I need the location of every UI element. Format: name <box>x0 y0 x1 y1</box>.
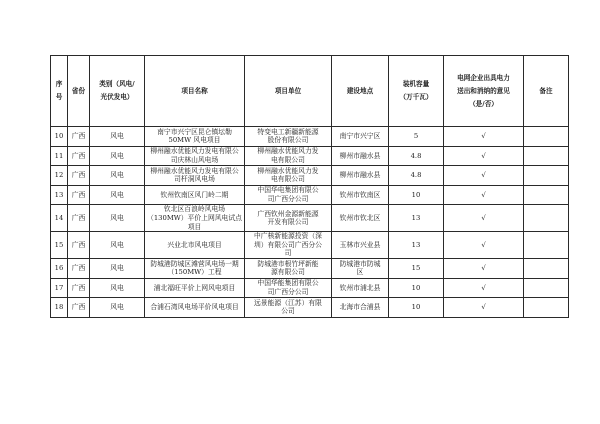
cell-location <box>332 258 389 278</box>
cell-location <box>332 127 389 147</box>
cell-province: 广西 <box>68 258 90 278</box>
cell-province: 广西 <box>68 146 90 166</box>
cell-project-unit <box>245 258 332 278</box>
cell-project-unit-line: 源有限公司 <box>271 268 305 277</box>
cell-category: 风电 <box>90 232 145 259</box>
table-row <box>51 298 569 318</box>
cell-grid-opinion: √ <box>444 146 524 166</box>
cell-project-name-line: 防城港防城区滩营风电场一期 <box>150 259 239 268</box>
cell-project-name-line: （130MW）平价上网风电试点 <box>147 213 242 222</box>
cell-location <box>332 298 389 318</box>
cell-category: 风电 <box>90 146 145 166</box>
cell-project-unit-line: 圳）有限公司广西分公 <box>254 240 322 249</box>
cell-seq: 15 <box>51 232 68 259</box>
cell-project-unit-line: 柳州融水优能风力发 <box>257 147 319 156</box>
header-project-name <box>145 56 245 127</box>
cell-project-name-line: 兴业北市风电项目 <box>167 240 222 249</box>
header-line: 装机容量 <box>402 80 430 88</box>
cell-category: 风电 <box>90 298 145 318</box>
cell-project-name <box>145 298 245 318</box>
table-row <box>51 146 569 166</box>
cell-seq: 12 <box>51 166 68 186</box>
table-header-row <box>51 56 569 127</box>
header-capacity <box>389 56 444 127</box>
cell-project-name-line: 钦州钦南区风门岭二期 <box>160 190 229 199</box>
cell-remarks <box>524 146 569 166</box>
header-line: 电网企业出具电力 <box>457 73 510 82</box>
cell-capacity: 5 <box>389 127 444 147</box>
cell-capacity: 13 <box>389 205 444 232</box>
header-category <box>90 56 145 127</box>
cell-location <box>332 278 389 298</box>
cell-location <box>332 205 389 232</box>
cell-project-name-line: 合浦石湾风电场平价风电项目 <box>150 303 239 312</box>
cell-project-unit <box>245 232 332 259</box>
cell-seq: 17 <box>51 278 68 298</box>
cell-capacity: 15 <box>389 258 444 278</box>
cell-project-unit-line: 广西钦州金源新能源 <box>257 209 319 218</box>
cell-seq: 11 <box>51 146 68 166</box>
cell-category: 风电 <box>90 205 145 232</box>
cell-project-name-line: 项目 <box>187 222 202 231</box>
cell-remarks <box>524 166 569 186</box>
cell-grid-opinion: √ <box>444 258 524 278</box>
cell-project-name-line: 浦北福旺平价上网风电项目 <box>153 283 236 292</box>
cell-project-unit <box>245 205 332 232</box>
cell-location-line: 钦州市浦北县 <box>339 283 381 292</box>
cell-location <box>332 232 389 259</box>
cell-category: 风电 <box>90 185 145 205</box>
cell-project-unit-line: 股份有限公司 <box>267 136 309 145</box>
cell-project-name-line: （150MW）工程 <box>167 268 222 277</box>
cell-project-name <box>145 232 245 259</box>
cell-project-name <box>145 185 245 205</box>
cell-project-name <box>145 278 245 298</box>
cell-province: 广西 <box>68 205 90 232</box>
cell-province: 广西 <box>68 127 90 147</box>
header-grid-opinion <box>444 56 524 127</box>
cell-remarks <box>524 298 569 318</box>
header-line: 建设地点 <box>346 86 374 95</box>
cell-capacity: 10 <box>389 298 444 318</box>
cell-project-name-line: 柳州融水优能风力发电有限公 <box>150 147 239 156</box>
cell-location-line: 区 <box>356 268 364 277</box>
cell-project-unit-line: 司广西分公司 <box>267 195 309 204</box>
cell-grid-opinion: √ <box>444 205 524 232</box>
cell-project-unit-line: 电有限公司 <box>271 175 305 184</box>
cell-location-line: 玉林市兴业县 <box>339 240 381 249</box>
cell-project-unit-line: 中国华能集团有限公 <box>257 279 319 288</box>
cell-project-unit-line: 防城港市根竹坪新能 <box>257 259 319 268</box>
header-line: 省份 <box>71 86 86 95</box>
cell-grid-opinion: √ <box>444 298 524 318</box>
cell-project-unit-line: 特变电工新疆新能源 <box>257 127 319 136</box>
table-body <box>51 127 569 318</box>
cell-project-unit <box>245 185 332 205</box>
cell-location-line: 南宁市兴宁区 <box>339 132 381 140</box>
cell-project-name-line: 司庆林山风电场 <box>170 155 219 164</box>
cell-seq: 13 <box>51 185 68 205</box>
cell-project-unit <box>245 146 332 166</box>
cell-capacity: 4.8 <box>389 146 444 166</box>
project-table <box>50 55 569 318</box>
cell-capacity: 13 <box>389 232 444 259</box>
cell-project-name <box>145 205 245 232</box>
cell-location-line: 柳州市融水县 <box>339 171 381 180</box>
cell-project-unit <box>245 166 332 186</box>
table-row <box>51 258 569 278</box>
cell-province: 广西 <box>68 166 90 186</box>
table-row <box>51 278 569 298</box>
table-row <box>51 127 569 147</box>
cell-seq: 10 <box>51 127 68 147</box>
cell-remarks <box>524 127 569 147</box>
cell-province: 广西 <box>68 232 90 259</box>
header-line: 光伏发电） <box>100 93 134 101</box>
cell-project-name-line: 50MW 风电项目 <box>168 136 221 145</box>
table-row <box>51 166 569 186</box>
cell-project-unit-line: 中广核新能源投资（深 <box>254 232 322 241</box>
cell-location <box>332 185 389 205</box>
cell-location-line: 防城港市防城 <box>339 259 381 268</box>
header-seq <box>51 56 68 127</box>
cell-project-unit-line: 司 <box>284 249 292 258</box>
table-row <box>51 185 569 205</box>
cell-project-name-line: 钦北区百浪岭风电场 <box>163 205 226 214</box>
cell-category: 风电 <box>90 258 145 278</box>
table-row <box>51 232 569 259</box>
header-line: 序 <box>55 80 63 88</box>
cell-grid-opinion: √ <box>444 278 524 298</box>
cell-province: 广西 <box>68 298 90 318</box>
cell-location-line: 钦州市钦北区 <box>339 213 381 222</box>
cell-location-line: 钦州市钦南区 <box>339 190 381 199</box>
cell-project-name <box>145 127 245 147</box>
cell-location <box>332 146 389 166</box>
header-line: 项目单位 <box>274 86 302 95</box>
header-location <box>332 56 389 127</box>
header-line: （是/否） <box>469 99 498 108</box>
cell-project-unit <box>245 298 332 318</box>
cell-grid-opinion: √ <box>444 127 524 147</box>
cell-project-name <box>145 258 245 278</box>
cell-province: 广西 <box>68 278 90 298</box>
cell-project-unit-line: 远景能源（江苏）有限 <box>254 298 322 307</box>
table-row <box>51 205 569 232</box>
cell-project-unit <box>245 278 332 298</box>
cell-category: 风电 <box>90 278 145 298</box>
cell-project-name-line: 柳州融水优能风力发电有限公 <box>150 166 239 175</box>
cell-project-unit <box>245 127 332 147</box>
cell-remarks <box>524 205 569 232</box>
header-line: 号 <box>55 93 63 101</box>
cell-project-name <box>145 146 245 166</box>
cell-location <box>332 166 389 186</box>
cell-project-unit-line: 中国华电集团有限公 <box>257 186 319 195</box>
cell-location-line: 北海市合浦县 <box>339 303 381 312</box>
header-project-unit <box>245 56 332 127</box>
header-line: 送出和消纳的意见 <box>457 86 510 95</box>
cell-seq: 14 <box>51 205 68 232</box>
cell-project-name-line: 司杆洞风电场 <box>174 175 215 184</box>
cell-location-line: 柳州市融水县 <box>339 151 381 160</box>
cell-remarks <box>524 278 569 298</box>
cell-project-unit-line: 开发有限公司 <box>267 218 309 227</box>
cell-province: 广西 <box>68 185 90 205</box>
header-line: 备注 <box>539 86 553 95</box>
header-line: 类别（风电/ <box>99 80 135 88</box>
cell-project-unit-line: 司广西分公司 <box>267 287 309 296</box>
cell-remarks <box>524 185 569 205</box>
header-line: 项目名称 <box>181 86 208 95</box>
header-line: （万千瓦） <box>399 93 433 101</box>
cell-remarks <box>524 232 569 259</box>
cell-category: 风电 <box>90 166 145 186</box>
cell-capacity: 10 <box>389 185 444 205</box>
cell-seq: 16 <box>51 258 68 278</box>
header-province <box>68 56 90 127</box>
cell-grid-opinion: √ <box>444 166 524 186</box>
cell-capacity: 4.8 <box>389 166 444 186</box>
cell-remarks <box>524 258 569 278</box>
header-remarks <box>524 56 569 127</box>
cell-project-unit-line: 公司 <box>281 307 295 316</box>
cell-project-name <box>145 166 245 186</box>
cell-project-name-line: 南宁市兴宁区昆仑镇坛勒 <box>157 127 232 136</box>
cell-project-unit-line: 电有限公司 <box>271 155 305 164</box>
cell-grid-opinion: √ <box>444 232 524 259</box>
cell-grid-opinion: √ <box>444 185 524 205</box>
cell-seq: 18 <box>51 298 68 318</box>
cell-project-unit-line: 柳州融水优能风力发 <box>257 166 319 175</box>
cell-capacity: 10 <box>389 278 444 298</box>
cell-category: 风电 <box>90 127 145 147</box>
